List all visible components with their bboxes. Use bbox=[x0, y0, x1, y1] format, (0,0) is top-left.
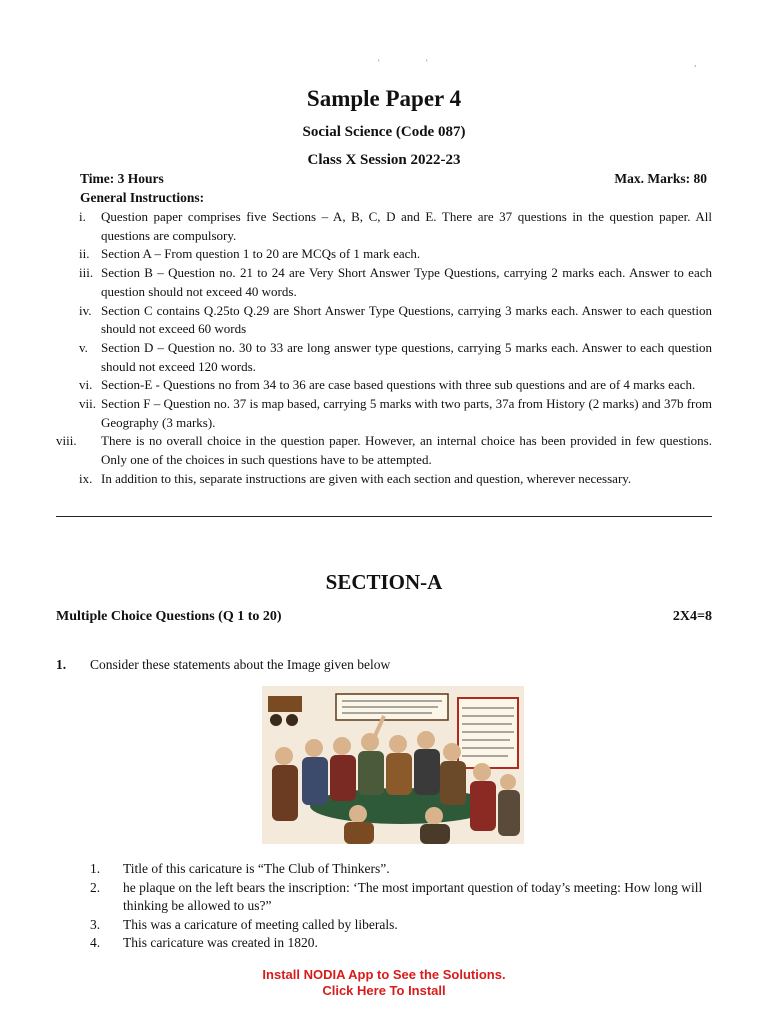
question-number: 1. bbox=[56, 657, 67, 672]
statement-item bbox=[90, 879, 712, 916]
mcq-marks: 2X4=8 bbox=[672, 609, 712, 624]
instruction-text: Question paper comprises five Sections – A, B, C, D and E. There are 37 questions in the question paper. All questions are compulsory. bbox=[101, 209, 712, 243]
statement-text: he plaque on the left bears the inscription: ‘The most important question of today’s meeting: How long will thinking be allowed to us?” bbox=[123, 879, 703, 913]
class-session-line: Class X Session 2022-23 bbox=[307, 152, 461, 168]
instruction-number: i. bbox=[79, 209, 86, 224]
paper-title: Sample Paper 4 bbox=[306, 86, 462, 111]
statement-number: 3. bbox=[90, 916, 101, 932]
statement-number: 1. bbox=[90, 861, 101, 876]
max-marks-label: Max. Marks: 80 bbox=[614, 171, 707, 186]
instruction-text: Section A – From question 1 to 20 are MCQs of 1 mark each. bbox=[101, 246, 421, 262]
instruction-text: There is no overall choice in the question paper. However, an internal choice has been provided in few questions. Only one of the choices in such questions have to be attempted. bbox=[101, 433, 712, 468]
statement-number: 4. bbox=[90, 935, 101, 950]
instruction-number: viii. bbox=[56, 433, 77, 449]
statement-text: This was a caricature of meeting called by liberals. bbox=[123, 916, 398, 932]
time-marks-row bbox=[80, 171, 707, 187]
install-promo bbox=[0, 967, 768, 999]
statement-item bbox=[90, 916, 712, 935]
instructions-heading: General Instructions: bbox=[80, 190, 205, 205]
instruction-number: vi. bbox=[79, 377, 93, 393]
instruction-number: ix. bbox=[79, 470, 93, 486]
statement-number: 2. bbox=[90, 879, 101, 895]
instruction-text: Section D – Question no. 30 to 33 are long answer type questions, carrying 5 marks each. Answer to each question should not exceed 120 words. bbox=[101, 339, 712, 374]
instruction-text: Section C contains Q.25to Q.29 are Short Answer Type Questions, carrying 3 marks each. Answer to each question should not exceed 60 words bbox=[101, 302, 712, 337]
instruction-text: Section B – Question no. 21 to 24 are Very Short Answer Type Questions, carrying 2 marks each. Answer to each question should not exceed 40 words. bbox=[101, 265, 712, 299]
instructions-list bbox=[56, 208, 712, 489]
section-title: SECTION-A bbox=[325, 570, 443, 594]
instruction-item bbox=[56, 395, 712, 432]
instruction-text: Section-E - Questions no from 34 to 36 are case based questions with three sub questions and are of 4 marks each. bbox=[101, 377, 696, 393]
instruction-text: Section F – Question no. 37 is map based, carrying 5 marks with two parts, 37a from History (2 marks) and 37b from Geography (3 marks). bbox=[101, 396, 712, 430]
statement-text: This caricature was created in 1820. bbox=[123, 935, 318, 950]
instruction-number: v. bbox=[79, 339, 88, 355]
instruction-number: ii. bbox=[79, 246, 90, 262]
mcq-heading-row bbox=[56, 609, 712, 625]
instruction-item bbox=[56, 339, 712, 376]
time-label: Time: 3 Hours bbox=[80, 171, 164, 186]
caricature-image bbox=[262, 686, 524, 844]
cropped-header-fragment: ' ' , bbox=[378, 58, 697, 68]
subject-line: Social Science (Code 087) bbox=[302, 124, 466, 140]
question-text: Consider these statements about the Image given below bbox=[90, 657, 391, 672]
instruction-text: In addition to this, separate instructions are given with each section and question, wherever necessary. bbox=[101, 470, 632, 486]
install-app-link[interactable]: Install NODIA App to See the Solutions. bbox=[262, 967, 506, 982]
mcq-heading: Multiple Choice Questions (Q 1 to 20) bbox=[56, 609, 282, 624]
instruction-item bbox=[56, 432, 712, 469]
instruction-item bbox=[56, 264, 712, 301]
statement-text: Title of this caricature is “The Club of Thinkers”. bbox=[123, 861, 390, 876]
statement-item bbox=[90, 860, 712, 879]
instruction-item bbox=[56, 470, 712, 489]
statement-item bbox=[90, 934, 712, 953]
instruction-number: vii. bbox=[79, 396, 96, 412]
instruction-number: iii. bbox=[79, 265, 94, 281]
divider bbox=[56, 516, 712, 517]
instruction-item bbox=[56, 245, 712, 264]
statements-list bbox=[90, 860, 712, 953]
instruction-item bbox=[56, 302, 712, 339]
click-here-install-link[interactable]: Click Here To Install bbox=[322, 983, 446, 998]
instruction-number: iv. bbox=[79, 302, 92, 318]
instruction-item bbox=[56, 208, 712, 245]
instruction-item bbox=[56, 376, 712, 395]
